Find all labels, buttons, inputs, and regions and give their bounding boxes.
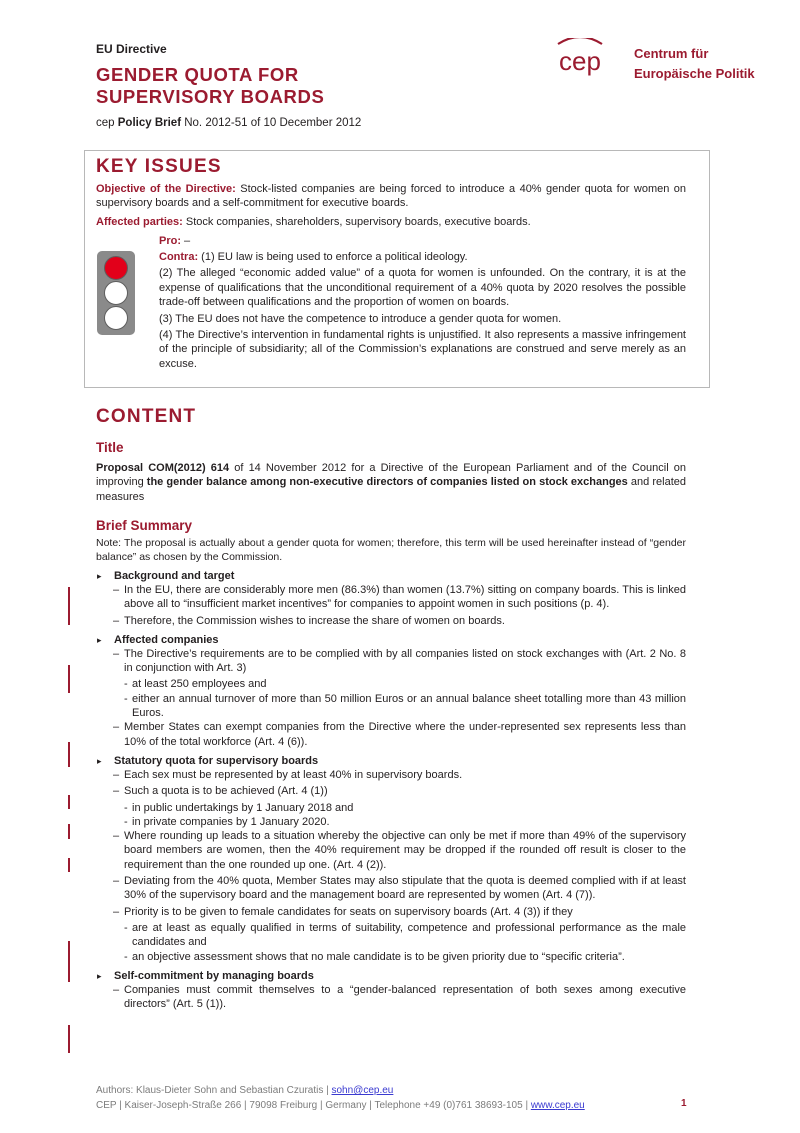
logo-mark-text: cep xyxy=(559,46,601,76)
page-footer xyxy=(96,1083,585,1113)
summary-item-text: In the EU, there are considerably more men (86.3%) than women (13.7%) sitting on company boards. This is linked above all to “insufficient market incentives” for companies to appoint women in such positions (p. 4). xyxy=(124,584,686,611)
bullet-triangle-icon: ▸ xyxy=(97,970,102,981)
proposal-subject: the gender balance among non-executive directors of companies listed on stock exchanges xyxy=(146,476,628,489)
dash-bullet: – xyxy=(113,785,120,798)
summary-section xyxy=(96,633,686,749)
margin-change-bar xyxy=(68,665,70,693)
margin-change-bar xyxy=(68,1025,70,1053)
footer-authors: Authors: Klaus-Dieter Sohn and Sebastian Czuratis | xyxy=(96,1085,332,1096)
affected-label: Affected parties: xyxy=(96,216,183,228)
summary-sections xyxy=(96,569,686,1016)
summary-item xyxy=(96,983,686,1012)
margin-change-bar xyxy=(68,824,70,839)
summary-item xyxy=(96,647,686,676)
footer-website-link[interactable]: www.cep.eu xyxy=(530,1100,585,1111)
summary-item-text: Each sex must be represented by at least 40% in supervisory boards. xyxy=(124,768,463,781)
sub-bullet: - xyxy=(124,801,128,814)
summary-item xyxy=(96,784,686,798)
dash-bullet: – xyxy=(113,983,120,996)
summary-subitem xyxy=(96,950,686,964)
traffic-light-icon xyxy=(97,251,135,335)
summary-item xyxy=(96,768,686,782)
margin-change-bar xyxy=(68,795,70,809)
summary-subitem-text: at least 250 employees and xyxy=(132,678,267,691)
summary-subitem-text: in private companies by 1 January 2020. xyxy=(132,815,330,828)
pro-paragraph xyxy=(159,234,686,248)
summary-item xyxy=(96,905,686,919)
contra-item-1 xyxy=(159,250,686,264)
summary-item xyxy=(96,720,686,749)
summary-item-text: Such a quota is to be achieved (Art. 4 (1)) xyxy=(124,785,328,798)
dash-bullet: – xyxy=(113,768,120,781)
dash-bullet: – xyxy=(113,647,120,660)
objective-label: Objective of the Directive: xyxy=(96,183,236,195)
affected-text: Stock companies, shareholders, supervisory boards, executive boards. xyxy=(182,216,531,228)
title-heading: Title xyxy=(96,440,124,455)
section-heading-text: Statutory quota for supervisory boards xyxy=(114,754,319,767)
bullet-triangle-icon: ▸ xyxy=(97,755,102,766)
summary-item xyxy=(96,874,686,903)
traffic-light-amber-lamp xyxy=(104,281,128,305)
footer-authors-line xyxy=(96,1083,585,1098)
document-type: EU Directive xyxy=(96,42,167,56)
bullet-triangle-icon: ▸ xyxy=(97,634,102,645)
section-heading-text: Self-commitment by managing boards xyxy=(114,969,314,982)
dash-bullet: – xyxy=(113,584,120,596)
contra-label: Contra: xyxy=(159,251,199,263)
traffic-light-green-lamp xyxy=(104,306,128,330)
document-title-line2: SUPERVISORY BOARDS xyxy=(96,86,325,107)
summary-subitem-text: an objective assessment shows that no male candidate is to be given priority due to “specific criteria”. xyxy=(132,950,625,963)
policy-prefix: cep xyxy=(96,117,118,129)
summary-subitem-text: are at least as equally qualified in terms of suitability, competence and professional performance as the male candidates and xyxy=(132,921,686,949)
policy-number-date: No. 2012-51 of 10 December 2012 xyxy=(181,117,362,129)
summary-subitem xyxy=(96,801,686,815)
summary-item-text: Member States can exempt companies from the Directive where the under-represented sex represents less than 10% of the total workforce (Art. 4 (6)). xyxy=(124,721,686,748)
objective-paragraph xyxy=(96,182,686,211)
summary-subitem xyxy=(96,921,686,950)
summary-subitem xyxy=(96,677,686,691)
document-title-line1: GENDER QUOTA FOR xyxy=(96,64,299,85)
summary-item-text: Therefore, the Commission wishes to increase the share of women on boards. xyxy=(124,614,505,627)
objective-text: Stock-listed companies are being forced to introduce a 40% gender quota for women on supervisory boards and a self-commitment for executive boards. xyxy=(96,183,686,210)
section-heading-text: Background and target xyxy=(114,570,235,582)
footer-address-line xyxy=(96,1098,585,1113)
pro-label: Pro: xyxy=(159,235,181,247)
footer-address: CEP | Kaiser-Joseph-Straße 266 | 79098 Freiburg | Germany | Telephone +49 (0)761 38693-105 | xyxy=(96,1100,531,1111)
policy-brief-line xyxy=(96,117,361,129)
contra-item-4: (4) The Directive’s intervention in fundamental rights is unjustified. It also represents a massive infringement of the principle of subsidiarity; all of the Commission’s explanations are construed and serve merely as an excuse. xyxy=(159,329,686,370)
content-title: CONTENT xyxy=(96,406,197,427)
logo-line2: Europäische Politik xyxy=(634,66,755,81)
section-heading xyxy=(96,633,686,647)
summary-subitem-text: in public undertakings by 1 January 2018 and xyxy=(132,801,354,814)
note-paragraph: Note: The proposal is actually about a gender quota for women; therefore, this term will be used hereinafter instead of “gender balance” as chosen by the Commission. xyxy=(96,537,686,563)
proposal-paragraph xyxy=(96,461,686,504)
section-heading xyxy=(96,754,686,768)
dash-bullet: – xyxy=(113,875,120,888)
section-heading xyxy=(96,969,686,983)
summary-section xyxy=(96,754,686,964)
summary-item-text: Deviating from the 40% quota, Member States may also stipulate that the quota is deemed complied with if at least 30% of the supervisory board and the management board are represented by women (Art. 4 (7)). xyxy=(124,875,686,902)
section-heading-text: Affected companies xyxy=(114,633,219,646)
contra-list xyxy=(159,250,686,373)
logo-organisation-name xyxy=(634,44,755,84)
document-title xyxy=(96,64,324,108)
proposal-text: of 14 November 2012 for a Directive of the European Parliament and of the Council on improving xyxy=(96,462,686,489)
summary-subitem xyxy=(96,815,686,829)
bullet-triangle-icon: ▸ xyxy=(97,571,102,581)
traffic-light-red-lamp xyxy=(104,256,128,280)
summary-item-text: Where rounding up leads to a situation whereby the objective can only be met if more than 49% of the supervisory board members are women, then the 40% requirement may be dropped if the rounded off result is closer to the requirement than the one rounded up one. (Art. 4 (2)). xyxy=(124,830,686,871)
margin-change-bar xyxy=(68,587,70,625)
summary-subitem-text: either an annual turnover of more than 50 million Euros or an annual balance sheet totalling more than 43 million Euros. xyxy=(132,692,686,720)
dash-bullet: – xyxy=(113,905,120,918)
summary-item-text: Priority is to be given to female candidates for seats on supervisory boards (Art. 4 (3)) if they xyxy=(124,905,573,918)
dash-bullet: – xyxy=(113,721,120,734)
key-issues-title: KEY ISSUES xyxy=(96,156,222,177)
summary-item xyxy=(96,614,686,628)
logo-arc xyxy=(558,38,602,44)
policy-brief-label: Policy Brief xyxy=(117,117,182,129)
affected-parties-paragraph xyxy=(96,215,686,229)
summary-item-text: The Directive’s requirements are to be complied with by all companies listed on stock exchanges with (Art. 2 No. 8 in conjunction with Art. 3) xyxy=(124,647,686,675)
summary-item xyxy=(96,583,686,612)
summary-item xyxy=(96,829,686,872)
dash-bullet: – xyxy=(113,614,120,627)
sub-bullet: - xyxy=(124,950,128,963)
section-heading xyxy=(96,569,686,583)
summary-section xyxy=(96,569,686,628)
summary-section xyxy=(96,969,686,1012)
sub-bullet: - xyxy=(124,921,128,934)
proposal-reference: Proposal COM(2012) 614 xyxy=(96,462,230,474)
contra-item-text: (1) EU law is being used to enforce a political ideology. xyxy=(198,251,468,263)
sub-bullet: - xyxy=(124,678,128,691)
brief-summary-heading: Brief Summary xyxy=(96,518,193,533)
contra-item-2: (2) The alleged “economic added value” of a quota for women is unfounded. On the contrary, it is at the expense of qualifications that the unconditional requirement of a 40% quota by 2020 resolves the possible trade-off between qualifications and the proportion of women on boards. xyxy=(159,267,686,309)
margin-change-bar xyxy=(68,742,70,767)
pro-text: – xyxy=(181,235,191,247)
proposal-end: and related measures xyxy=(96,476,686,503)
contra-item-3: (3) The EU does not have the competence to introduce a gender quota for women. xyxy=(159,312,562,325)
sub-bullet: - xyxy=(124,692,128,705)
page-number: 1 xyxy=(681,1098,687,1109)
margin-change-bar xyxy=(68,858,70,872)
sub-bullet: - xyxy=(124,815,128,828)
footer-email-link[interactable]: sohn@cep.eu xyxy=(331,1085,394,1096)
summary-item-text: Companies must commit themselves to a “gender-balanced representation of both sexes among executive directors” (Art. 5 (1)). xyxy=(124,983,686,1011)
cep-logo xyxy=(540,38,620,86)
logo-line1: Centrum für xyxy=(634,46,709,61)
margin-change-bar xyxy=(68,941,70,982)
dash-bullet: – xyxy=(113,830,120,843)
summary-subitem xyxy=(96,692,686,721)
